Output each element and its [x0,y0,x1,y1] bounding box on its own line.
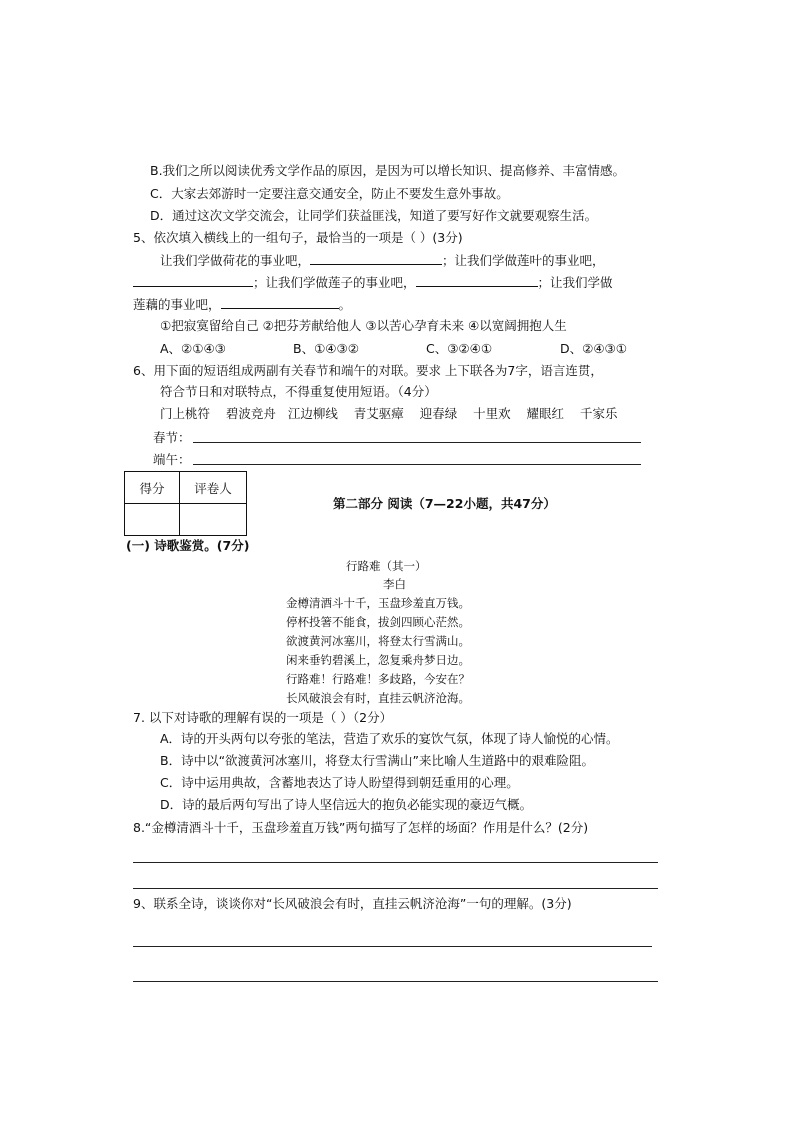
q8-stem: 8.“金樽清酒斗十千，玉盘珍羞直万钱”两句描写了怎样的场面？作用是什么？(2分) [133,820,589,835]
score-cell[interactable] [125,504,180,536]
q6-spring-answer-line[interactable] [193,442,641,443]
q5-blank-2[interactable] [133,274,253,287]
q5-text-3b: 。 [338,297,352,312]
grader-cell[interactable] [180,504,247,536]
q4-option-b: B.我们之所以阅读优秀文学作品的原因，是因为可以增长知识、提高修养、丰富情感。 [150,163,626,178]
poem-line: 欲渡黄河冰塞川，将登太行雪满山。 [286,634,470,648]
q5-option-b: B、①④③② [293,341,359,356]
poem-author: 李白 [383,577,406,591]
q6-phrase: 青艾驱瘴 [353,406,404,421]
q5-text-3a: 莲藕的事业吧， [133,297,221,312]
q8-answer-line[interactable] [133,888,658,889]
grader-header: 评卷人 [180,472,247,504]
section1-heading: (一) 诗歌鉴赏。(7分) [126,538,250,553]
poem-line: 长风破浪会有时，直挂云帆济沧海。 [286,691,470,705]
q4-option-d: D．通过这次文学交流会，让同学们获益匪浅，知道了要写好作文就要观察生活。 [150,208,598,223]
q7-option-c: C．诗中运用典故，含蓄地表达了诗人盼望得到朝廷重用的心理。 [160,775,519,790]
q6-phrase: 耀眼红 [526,406,565,421]
poem-line: 行路难！行路难！多歧路，今安在？ [286,672,470,686]
q5-blank-1[interactable] [310,252,442,265]
q5-line-1 [160,252,605,269]
q5-text-2a: ；让我们学做莲子的事业吧， [253,275,416,290]
q9-stem: 9、联系全诗，谈谈你对“长风破浪会有时，直挂云帆济沧海”一句的理解。(3分) [133,896,572,911]
q6-spring-label: 春节： [153,430,191,445]
q4-option-c: C．大家去郊游时一定要注意交通安全，防止不要发生意外事故。 [150,186,509,201]
q5-line-3 [133,296,351,313]
q5-option-a: A、②①④③ [160,341,226,356]
score-header: 得分 [125,472,180,504]
poem-line: 停杯投箸不能食，拔剑四顾心茫然。 [286,615,470,629]
part2-heading: 第二部分 阅读（7—22小题，共47分） [333,496,556,511]
q6-stem-line-1: 6、用下面的短语组成两副有关春节和端午的对联。要求 上下联各为7字，语言连贯， [133,363,603,378]
q9-answer-line[interactable] [133,946,652,947]
q5-line-2 [133,274,613,291]
q7-option-d: D．诗的最后两句写出了诗人坚信远大的抱负必能实现的豪迈气概。 [160,797,533,812]
q9-answer-line[interactable] [133,981,658,982]
q7-stem: 7. 以下对诗歌的理解有误的一项是（ ）（2分） [133,710,393,725]
poem-line: 金樽清酒斗十千，玉盘珍羞直万钱。 [286,596,470,610]
poem-line: 闲来垂钓碧溪上，忽复乘舟梦日边。 [286,653,470,667]
q6-duanwu-answer-line[interactable] [193,464,641,465]
q5-option-d: D、②④③① [560,341,627,356]
q5-stem: 5、依次填入横线上的一组句子，最恰当的一项是（ ）(3分) [133,230,463,245]
q5-text-1a: 让我们学做荷花的事业吧， [160,253,311,268]
q7-option-a: A．诗的开头两句以夸张的笔法，营造了欢乐的宴饮气氛，体现了诗人愉悦的心情。 [160,731,619,746]
q5-sentence-items: ①把寂寞留给自己 ②把芬芳献给他人 ③以苦心孕育未来 ④以宽阔拥抱人生 [160,318,567,333]
q8-answer-line[interactable] [133,862,658,863]
q6-phrase: 十里欢 [473,406,511,421]
q5-blank-3[interactable] [416,274,538,287]
q5-text-1b: ；让我们学做莲叶的事业吧， [442,253,605,268]
q6-phrase: 千家乐 [579,406,618,421]
q6-phrase: 迎春绿 [419,406,458,421]
q6-phrase-list [160,406,617,422]
q6-stem-line-2: 符合节日和对联特点，不得重复使用短语。（4分） [160,384,437,399]
q6-phrase: 门上桃符 [160,406,211,421]
q6-phrase: 碧波竞舟 [225,406,276,421]
q5-blank-4[interactable] [221,296,339,309]
q5-text-2b: ；让我们学做 [537,275,613,290]
q6-phrase: 江边柳线 [287,406,338,421]
q5-option-c: C、③②④① [426,341,493,356]
score-box [124,471,247,536]
poem-title: 行路难（其一） [346,559,427,573]
q7-option-b: B．诗中以“欲渡黄河冰塞川，将登太行雪满山”来比喻人生道路中的艰难险阻。 [160,753,595,768]
q6-duanwu-label: 端午： [153,452,191,467]
